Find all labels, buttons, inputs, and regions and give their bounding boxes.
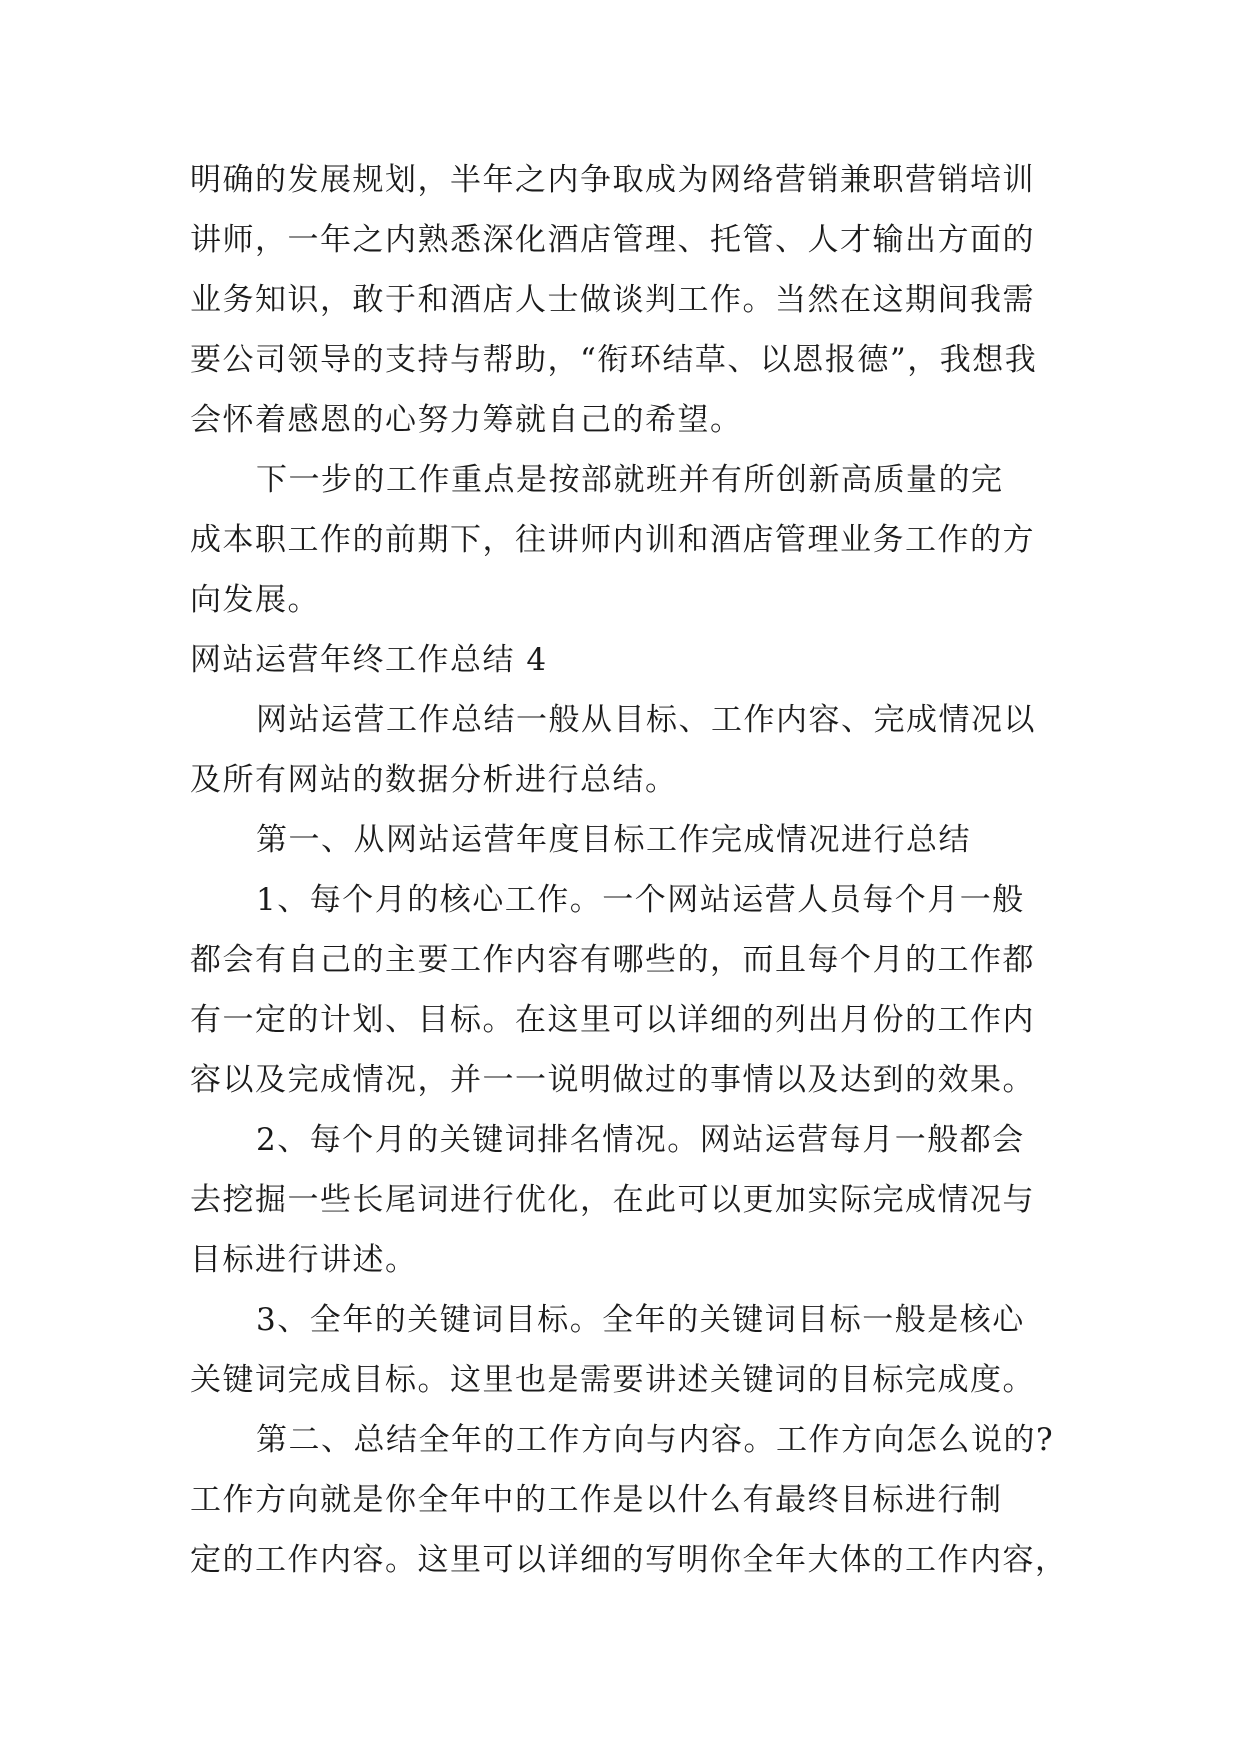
text-line: 定的工作内容。这里可以详细的写明你全年大体的工作内容， bbox=[190, 1542, 1068, 1578]
document-body bbox=[190, 150, 1068, 1590]
text-line: 去挖掘一些长尾词进行优化，在此可以更加实际完成情况与 bbox=[190, 1182, 1035, 1218]
text-line: 会怀着感恩的心努力筹就自己的希望。 bbox=[190, 402, 743, 438]
text-line: 网站运营年终工作总结 4 bbox=[190, 642, 548, 678]
text-line: 明确的发展规划，半年之内争取成为网络营销兼职营销培训 bbox=[190, 162, 1035, 198]
text-line: 都会有自己的主要工作内容有哪些的，而且每个月的工作都 bbox=[190, 942, 1035, 978]
text-line: 关键词完成目标。这里也是需要讲述关键词的目标完成度。 bbox=[190, 1362, 1035, 1398]
text-line: 有一定的计划、目标。在这里可以详细的列出月份的工作内 bbox=[190, 1002, 1035, 1038]
text-line: 成本职工作的前期下，往讲师内训和酒店管理业务工作的方 bbox=[190, 522, 1035, 558]
text-line: 2、每个月的关键词排名情况。网站运营每月一般都会 bbox=[256, 1122, 1025, 1158]
text-line: 1、每个月的核心工作。一个网站运营人员每个月一般 bbox=[256, 882, 1025, 918]
text-line: 第一、从网站运营年度目标工作完成情况进行总结 bbox=[256, 822, 971, 858]
text-line: 业务知识，敢于和酒店人士做谈判工作。当然在这期间我需 bbox=[190, 282, 1035, 318]
text-line: 3、全年的关键词目标。全年的关键词目标一般是核心 bbox=[256, 1302, 1025, 1338]
text-line: 讲师，一年之内熟悉深化酒店管理、托管、人才输出方面的 bbox=[190, 222, 1035, 258]
text-line: 容以及完成情况，并一一说明做过的事情以及达到的效果。 bbox=[190, 1062, 1035, 1098]
text-line: 第二、总结全年的工作方向与内容。工作方向怎么说的? bbox=[256, 1422, 1055, 1458]
text-line: 下一步的工作重点是按部就班并有所创新高质量的完 bbox=[256, 462, 1004, 498]
text-line: 向发展。 bbox=[190, 582, 320, 618]
text-line: 网站运营工作总结一般从目标、工作内容、完成情况以 bbox=[256, 702, 1036, 738]
text-line: 要公司领导的支持与帮助，“衔环结草、以恩报德”，我想我 bbox=[190, 342, 1038, 378]
text-line: 工作方向就是你全年中的工作是以什么有最终目标进行制 bbox=[190, 1482, 1003, 1518]
text-line: 及所有网站的数据分析进行总结。 bbox=[190, 762, 678, 798]
text-line: 目标进行讲述。 bbox=[190, 1242, 418, 1278]
